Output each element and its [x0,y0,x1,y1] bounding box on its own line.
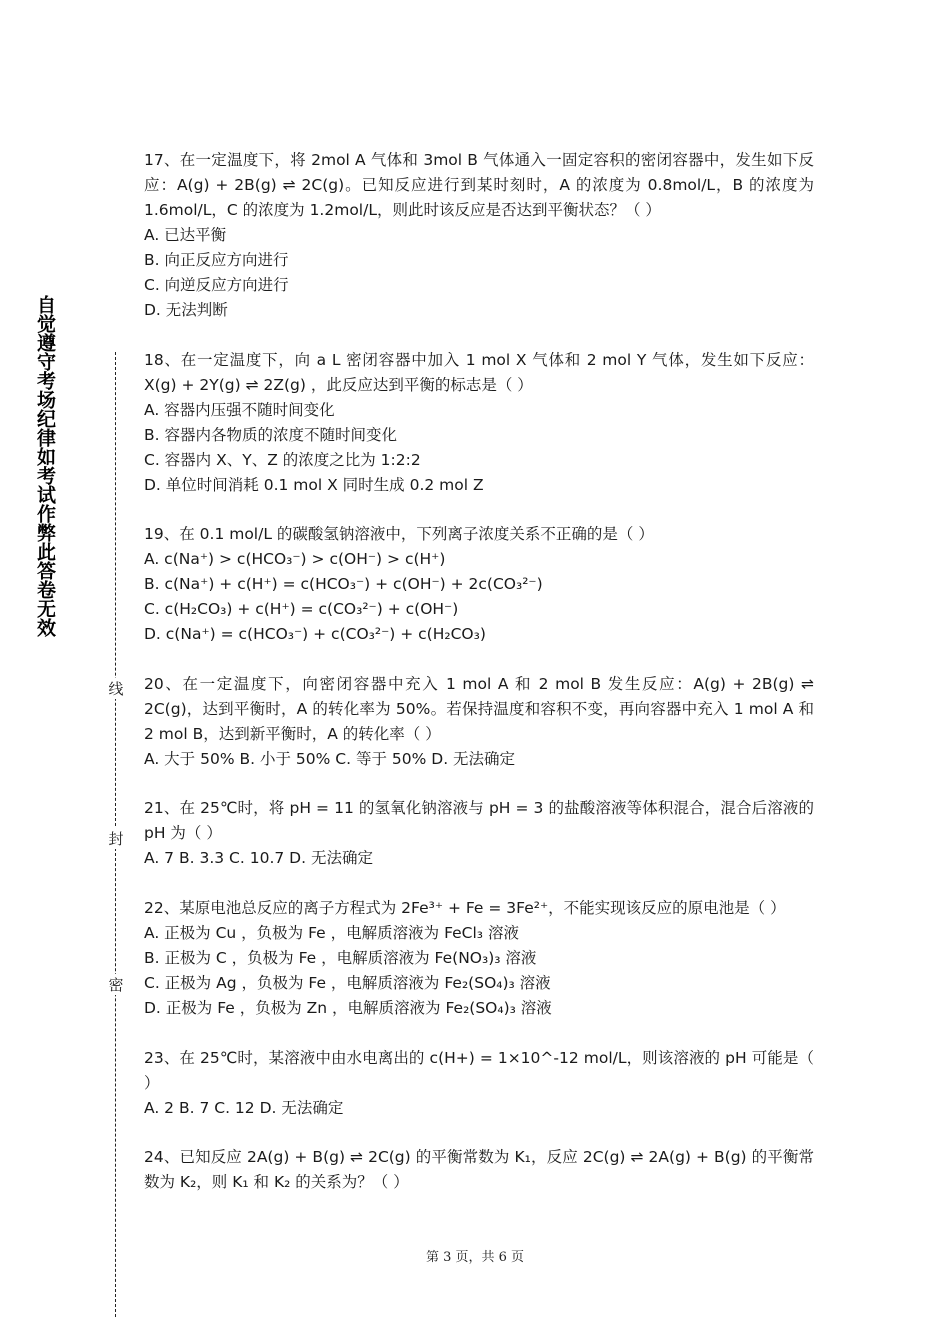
binding-line [104,352,128,1322]
option-b: B. 容器内各物质的浓度不随时间变化 [144,425,397,444]
question-17 [144,148,814,323]
option-a: A. c(Na⁺) > c(HCO₃⁻) > c(OH⁻) > c(H⁺) [144,550,446,569]
question-stem: 20、在一定温度下，向密闭容器中充入 1 mol A 和 2 mol B 发生反应：A(g) + 2B(g) ⇌ 2C(g)，达到平衡时，A 的转化率为 50%。若保持温度和容积不变，再向容器中充入 1 mol A 和 2 mol B，达到新平衡时，A 的转化率（ ） [144,674,814,743]
question-stem: 17、在一定温度下，将 2mol A 气体和 3mol B 气体通入一固定容积的密闭容器中，发生如下反应：A(g) + 2B(g) ⇌ 2C(g)。已知反应进行到某时刻时，A 的浓度为 0.8mol/L，B 的浓度为 1.6mol/L，C 的浓度为 1.2mol/L，则此时该反应是否达到平衡状态？（ ） [144,151,814,219]
option-d: D. 正极为 Fe ，负极为 Zn ，电解质溶液为 Fe₂(SO₄)₃ 溶液 [144,998,552,1017]
question-stem: 23、在 25℃时，某溶液中由水电离出的 c(H+) = 1×10^-12 mol/L，则该溶液的 pH 可能是（ ） [144,1048,814,1092]
question-19 [144,522,814,647]
question-list [144,148,814,1220]
option-b: B. 正极为 C ，负极为 Fe ，电解质溶液为 Fe(NO₃)₃ 溶液 [144,948,537,967]
question-21 [144,796,814,871]
binding-mark-feng: 封 [106,828,126,849]
binding-mark-xian: 线 [106,678,126,699]
options-inline: A. 2 B. 7 C. 12 D. 无法确定 [144,1098,344,1117]
option-d: D. 单位时间消耗 0.1 mol X 同时生成 0.2 mol Z [144,475,484,494]
question-23 [144,1046,814,1121]
question-stem: 18、在一定温度下，向 a L 密闭容器中加入 1 mol X 气体和 2 mol Y 气体，发生如下反应：X(g) + 2Y(g) ⇌ 2Z(g) ，此反应达到平衡的标志是（ ） [144,350,814,394]
option-a: A. 正极为 Cu ，负极为 Fe ，电解质溶液为 FeCl₃ 溶液 [144,923,519,942]
side-warning-text: 自觉遵守考场纪律如考试作弊此答卷无效 [34,295,56,637]
question-22 [144,896,814,1021]
question-18 [144,348,814,498]
option-d: D. c(Na⁺) = c(HCO₃⁻) + c(CO₃²⁻) + c(H₂CO₃) [144,625,486,644]
options-inline: A. 7 B. 3.3 C. 10.7 D. 无法确定 [144,849,373,868]
question-24 [144,1145,814,1195]
option-c: C. 容器内 X、Y、Z 的浓度之比为 1:2:2 [144,450,421,469]
option-a: A. 容器内压强不随时间变化 [144,400,335,419]
option-b: B. c(Na⁺) + c(H⁺) = c(HCO₃⁻) + c(OH⁻) + 2c(CO₃²⁻) [144,575,543,594]
option-b: B. 向正反应方向进行 [144,251,289,269]
question-stem: 24、已知反应 2A(g) + B(g) ⇌ 2C(g) 的平衡常数为 K₁，反应 2C(g) ⇌ 2A(g) + B(g) 的平衡常数为 K₂，则 K₁ 和 K₂ 的关系为？（ ） [144,1148,814,1192]
binding-mark-mi: 密 [106,974,126,995]
question-stem: 19、在 0.1 mol/L 的碳酸氢钠溶液中，下列离子浓度关系不正确的是（ ） [144,525,654,544]
option-c: C. c(H₂CO₃) + c(H⁺) = c(CO₃²⁻) + c(OH⁻) [144,600,459,619]
page-number-footer: 第 3 页，共 6 页 [425,1250,525,1265]
option-c: C. 正极为 Ag ，负极为 Fe ，电解质溶液为 Fe₂(SO₄)₃ 溶液 [144,973,551,992]
question-stem: 21、在 25℃时，将 pH = 11 的氢氧化钠溶液与 pH = 3 的盐酸溶液等体积混合，混合后溶液的 pH 为（ ） [144,799,814,843]
option-a: A. 已达平衡 [144,226,227,244]
options-inline: A. 大于 50% B. 小于 50% C. 等于 50% D. 无法确定 [144,749,516,768]
option-c: C. 向逆反应方向进行 [144,276,289,294]
question-20 [144,672,814,772]
question-stem: 22、某原电池总反应的离子方程式为 2Fe³⁺ + Fe = 3Fe²⁺，不能实现该反应的原电池是（ ） [144,898,786,917]
option-d: D. 无法判断 [144,301,228,319]
